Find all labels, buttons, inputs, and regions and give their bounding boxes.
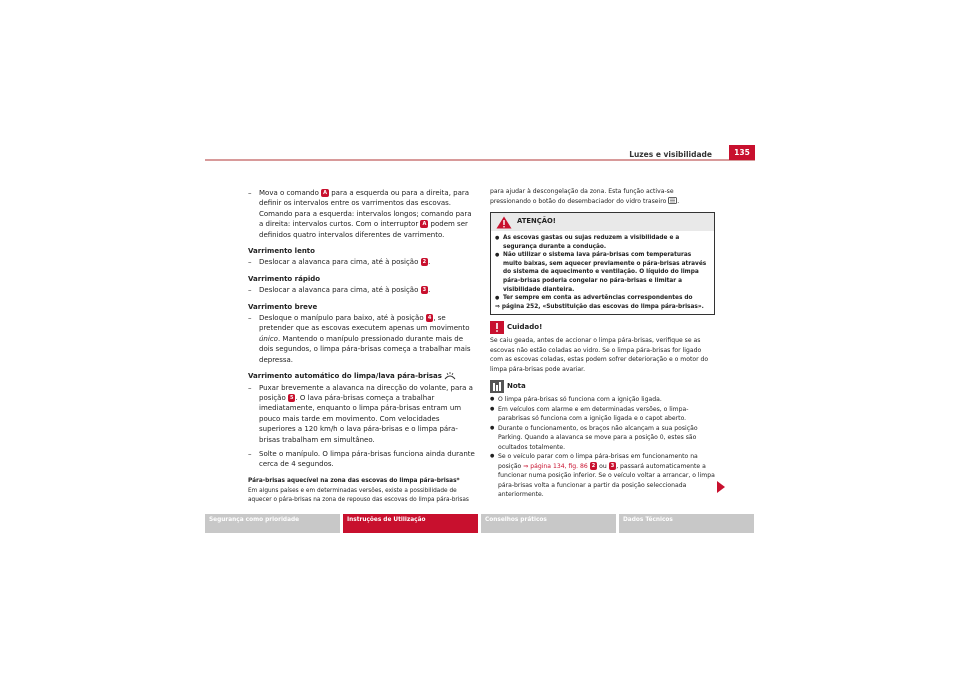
warning-reference[interactable]: ⇒ página 252, «Substituição das escovas do limpa pára-brisas».: [495, 303, 704, 310]
washer-spray-icon: [444, 372, 456, 381]
solte-paragraph: – Solte o manípulo. O limpa pára-brisas funciona ainda durante cerca de 4 segundos.: [248, 449, 476, 470]
right-column: [490, 187, 715, 500]
heading-lento: Varrimento lento: [248, 247, 315, 256]
next-page-arrow-icon[interactable]: [717, 481, 725, 493]
breve-paragraph: – Desloque o manípulo para baixo, até à posição 4 , se pretender que as escovas executem apenas um movimento único. Mantendo o manípulo pressionado durante mais de dois segundos, o limpa pára-brisas começa a trabalhar mais depressa.: [248, 313, 476, 365]
warning-triangle-icon: [496, 216, 512, 229]
note-icon: [490, 380, 504, 393]
footer-tab-instrucoes[interactable]: Instruções de Utilização: [343, 514, 478, 533]
badge-2: 2: [422, 259, 427, 266]
heading-auto: Varrimento automático do limpa/lava pára-brisas: [248, 371, 476, 381]
warning-item: ● As escovas gastas ou sujas reduzem a visibilidade e a segurança durante a condução.: [495, 234, 710, 251]
warning-box: [490, 212, 715, 315]
header-rule: [205, 159, 755, 161]
warning-item: ● Não utilizar o sistema lava pára-brisas com temperaturas muito baixas, sem aquecer previamente o pára-brisas através do sistema de aquecimento e ventilação. O líquido do limpa pára-brisas poderia congelar no pára-brisas e limitar a visibilidade dianteira.: [495, 251, 710, 294]
warning-body: [491, 231, 714, 314]
cuidado-paragraph: Se caiu geada, antes de accionar o limpa pára-brisas, verifique se as escovas não estão coladas ao vidro. Se o limpa pára-brisas for ligado com as escovas coladas, estas podem sofrer deterioração e o motor do limpa pára-brisas pode avariar.: [490, 337, 709, 373]
cuidado-heading: Cuidado!: [490, 321, 715, 334]
section-title: Luzes e visibilidade: [629, 150, 712, 159]
nota-item: ● Se o veículo parar com o limpa pára-brisas em funcionamento na posição ⇒ página 134, fig. 86 2 ou 3 , passará automaticamente a funcionar numa posição inferior. Se o veículo voltar a arrancar, o limpa pára-brisas volta a funcionar a partir da posição seleccionada anteriormente.: [490, 452, 715, 500]
intro-text-1: Mova o comando: [259, 189, 322, 197]
heading-breve: Varrimento breve: [248, 302, 318, 311]
badge-4: 4: [427, 315, 432, 322]
nota-heading: Nota: [490, 380, 715, 393]
aquecivel-paragraph: Em alguns países e em determinadas versões, existe a possibilidade de aquecer o pára-brisas na zona de repouso das escovas do limpa pára-brisas: [248, 488, 469, 504]
footer-tab-dados[interactable]: Dados Técnicos: [619, 514, 754, 533]
page-number: 135: [729, 145, 755, 160]
warning-header: ATENÇÃO!: [491, 213, 714, 231]
auto-paragraph: – Puxar brevemente a alavanca na direcção do volante, para a posição 5 . O lava pára-brisas começa a trabalhar imediatamente, enquanto o limpa pára-brisas entram um pouco mais tarde em movimento. Com velocidades superiores a 120 km/h o lava pára-brisas e o limpa pára-brisas trabalham em simultâneo.: [248, 383, 476, 445]
footer-nav: [205, 514, 757, 533]
heading-rapido: Varrimento rápido: [248, 274, 321, 283]
badge-a-2: A: [422, 221, 427, 228]
nota-item: ● Durante o funcionamento, os braços não alcançam a sua posição Parking. Quando a alavanca se move para a posição 0, estes são ocultados totalmente.: [490, 424, 715, 453]
heading-aquecivel: Pára-brisas aquecível na zona das escovas do limpa pára-brisas*: [248, 477, 460, 484]
rapido-paragraph: – Deslocar a alavanca para cima, até à posição 3 .: [248, 285, 476, 295]
badge-3: 3: [610, 462, 615, 469]
badge-5: 5: [289, 394, 294, 401]
rear-defrost-icon: [668, 197, 677, 204]
footer-tab-conselhos[interactable]: Conselhos práticos: [481, 514, 616, 533]
nota-item: ● O limpa pára-brisas só funciona com a ignição ligada.: [490, 395, 715, 405]
nota-item: ● Em veículos com alarme e em determinadas versões, o limpa-parabrisas só funciona com a ignição ligada e o capot aberto.: [490, 405, 715, 424]
continuation-paragraph: para ajudar à descongelação da zona. Esta função activa-se pressionando o botão do desembaciador do vidro traseiro .: [490, 188, 680, 205]
left-column: [248, 188, 476, 505]
badge-3: 3: [422, 287, 427, 294]
caution-icon: [490, 321, 504, 334]
footer-tab-seguranca[interactable]: Segurança como prioridade: [205, 514, 340, 533]
lento-paragraph: – Deslocar a alavanca para cima, até à posição 2 .: [248, 257, 476, 267]
badge-2: 2: [591, 462, 596, 469]
intro-paragraph: – Mova o comando A para a esquerda ou para a direita, para definir os intervalos entre os varrimentos das escovas. Comando para a esquerda: intervalos longos; comando para a direita: intervalos curtos. Com o interruptor A podem ser definidos quatro intervalos diferentes de varrimento.: [248, 188, 476, 240]
figure-link[interactable]: ⇒ página 134, fig. 86: [523, 462, 588, 470]
warning-item: ● Ter sempre em conta as advertências correspondentes do: [495, 294, 710, 303]
badge-a: A: [323, 190, 327, 196]
